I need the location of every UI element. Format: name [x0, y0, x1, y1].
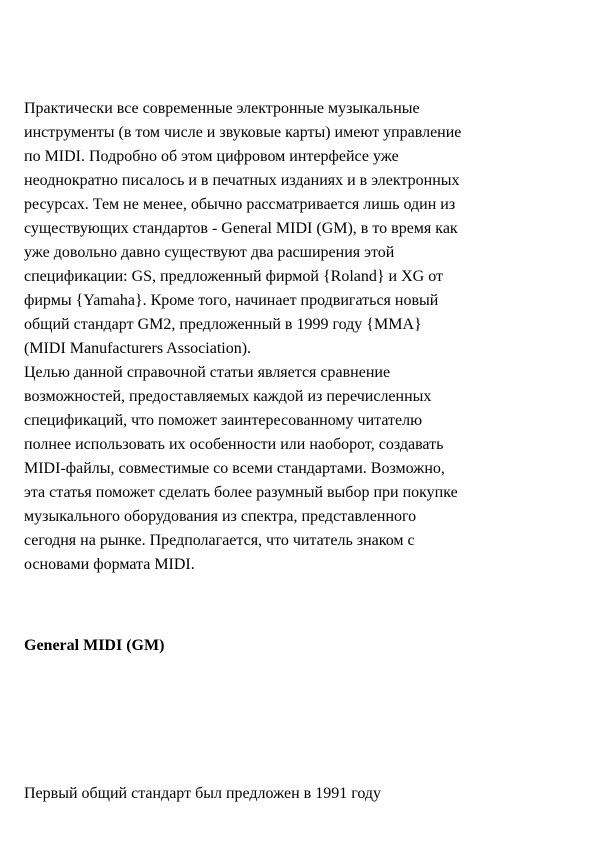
text-line: Практически все современные электронные музыкальные [24, 100, 420, 117]
text-line: возможностей, предоставляемых каждой из перечисленных [24, 388, 432, 405]
text-line: инструменты (в том числе и звуковые карты) имеют управление [24, 124, 462, 141]
text-line: по MIDI. Подробно об этом цифровом интерфейсе уже [24, 148, 399, 165]
text-line: MIDI-файлы, совместимые со всеми стандартами. Возможно, [24, 460, 445, 477]
text-line: эта статья поможет сделать более разумный выбор при покупке [24, 484, 458, 501]
text-line: неоднократно писалось и в печатных изданиях и в электронных [24, 172, 460, 189]
text-line: ресурсах. Тем не менее, обычно рассматривается лишь один из [24, 196, 456, 213]
section-first-line: Первый общий стандарт был предложен в 1991 году [24, 785, 382, 802]
text-line: общий стандарт GM2, предложенный в 1999 году {MMA} [24, 316, 422, 333]
section-heading: General MIDI (GM) [24, 637, 165, 654]
text-line: фирмы {Yamaha}. Кроме того, начинает продвигаться новый [24, 292, 439, 309]
text-line: уже довольно давно существуют два расширения этой [24, 244, 395, 261]
text-line: спецификаций, что поможет заинтересованному читателю [24, 412, 423, 429]
text-line: (MIDI Manufacturers Association). [24, 340, 252, 357]
text-line: Целью данной справочной статьи является сравнение [24, 364, 391, 381]
intro-paragraph [24, 97, 584, 577]
text-line: существующих стандартов - General MIDI (GM), в то время как [24, 220, 458, 237]
text-line: основами формата MIDI. [24, 556, 195, 573]
text-line: сегодня на рынке. Предполагается, что читатель знаком с [24, 532, 415, 549]
text-line: спецификации: GS, предложенный фирмой {Roland} и XG от [24, 268, 444, 285]
text-line: полнее использовать их особенности или наоборот, создавать [24, 436, 444, 453]
text-line: музыкального оборудования из спектра, представленного [24, 508, 417, 525]
